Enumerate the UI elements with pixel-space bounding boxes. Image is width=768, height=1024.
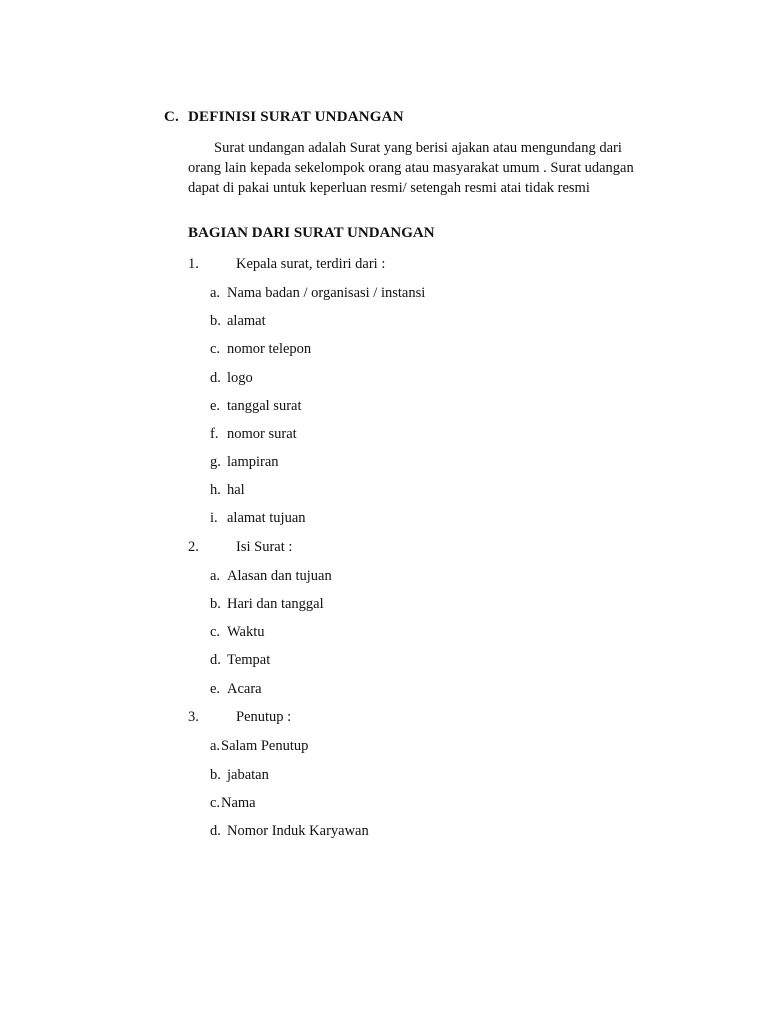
item-text: alamat: [227, 313, 266, 329]
item-letter: f.: [210, 426, 219, 442]
item-letter: c.: [210, 341, 221, 357]
item-letter: c.: [210, 624, 221, 640]
item-number: 2.: [188, 539, 199, 555]
item-text: Nama: [221, 795, 256, 811]
list-item: [210, 568, 332, 585]
section-title: DEFINISI SURAT UNDANGAN: [188, 109, 404, 125]
list-item: [210, 370, 253, 387]
list-item: [210, 313, 266, 330]
paragraph-line: Surat undangan adalah Surat yang berisi ajakan atau mengundang dari: [214, 140, 622, 156]
list-item: [210, 767, 269, 784]
item-text: Alasan dan tujuan: [227, 568, 332, 584]
item-letter: d.: [210, 823, 221, 839]
item-letter: g.: [210, 454, 221, 470]
item-text: nomor surat: [227, 426, 297, 442]
item-letter: a.: [210, 568, 221, 584]
item-text: logo: [227, 370, 253, 386]
item-text: lampiran: [227, 454, 279, 470]
item-text: jabatan: [227, 767, 269, 783]
item-letter: h.: [210, 482, 221, 498]
list-item: [210, 398, 302, 415]
item-text: Nomor Induk Karyawan: [227, 823, 369, 839]
list-item: [210, 285, 425, 302]
item-number: 1.: [188, 256, 199, 272]
list-item: [210, 652, 270, 669]
item-text: Hari dan tanggal: [227, 596, 324, 612]
list-item: [210, 482, 245, 499]
item-letter: c.: [210, 795, 221, 811]
item-text: nomor telepon: [227, 341, 312, 357]
item-label: Isi Surat :: [236, 539, 293, 555]
list-item: [210, 624, 265, 641]
list-item: [210, 681, 262, 698]
numbered-item: [188, 709, 291, 726]
item-letter: b.: [210, 767, 221, 783]
list-item: [210, 454, 279, 471]
item-letter: a.: [210, 285, 221, 301]
list-item: [210, 596, 324, 613]
list-item: [210, 341, 311, 358]
subheading: BAGIAN DARI SURAT UNDANGAN: [188, 225, 435, 241]
list-item: [210, 823, 369, 840]
item-text: hal: [227, 482, 245, 498]
paragraph-line: orang lain kepada sekelompok orang atau masyarakat umum . Surat udangan: [188, 160, 634, 176]
item-letter: d.: [210, 652, 221, 668]
item-label: Penutup :: [236, 709, 292, 725]
item-letter: e.: [210, 398, 221, 414]
list-item: [210, 426, 297, 443]
item-letter: b.: [210, 313, 221, 329]
item-text: tanggal surat: [227, 398, 302, 414]
numbered-item: [188, 539, 292, 556]
item-letter: a.: [210, 738, 221, 754]
item-letter: d.: [210, 370, 221, 386]
item-letter: e.: [210, 681, 221, 697]
item-number: 3.: [188, 709, 199, 725]
paragraph-line: dapat di pakai untuk keperluan resmi/ setengah resmi atai tidak resmi: [188, 180, 590, 196]
list-item: [210, 795, 256, 812]
item-text: Tempat: [227, 652, 271, 668]
numbered-item: [188, 256, 385, 273]
item-letter: b.: [210, 596, 221, 612]
list-item: [210, 510, 306, 527]
section-marker: C.: [164, 109, 179, 125]
item-text: alamat tujuan: [227, 510, 306, 526]
item-label: Kepala surat, terdiri dari :: [236, 256, 386, 272]
list-item: [210, 738, 308, 755]
section-heading: [164, 109, 404, 126]
item-text: Acara: [227, 681, 262, 697]
item-text: Nama badan / organisasi / instansi: [227, 285, 426, 301]
item-letter: i.: [210, 510, 218, 526]
definition-paragraph: [188, 138, 658, 198]
item-text: Waktu: [227, 624, 265, 640]
item-text: Salam Penutup: [221, 738, 309, 754]
